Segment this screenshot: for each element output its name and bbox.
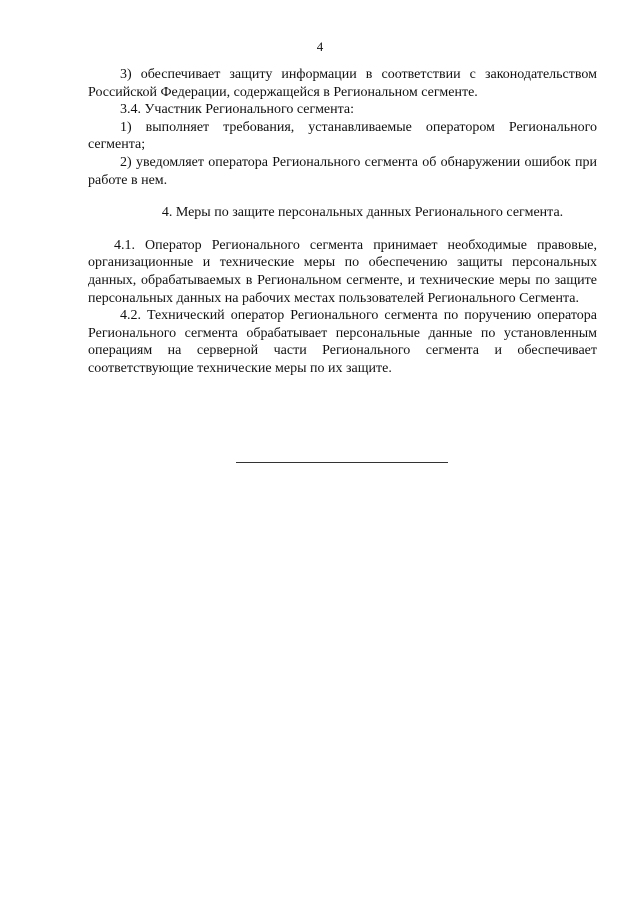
paragraph-3-4-item-1: 1) выполняет требования, устанавливаемые оператором Регионального сегмента; [88, 119, 597, 153]
section-4-heading: 4. Меры по защите персональных данных Регионального сегмента. [161, 205, 564, 221]
page-number: 4 [316, 39, 324, 54]
paragraph-3-4: 3.4. Участник Регионального сегмента: [120, 102, 355, 118]
document-body [88, 66, 597, 378]
paragraph-3-4-item-2: 2) уведомляет оператора Регионального сегмента об обнаружении ошибок при работе в нем. [88, 154, 597, 188]
paragraph-4-1: 4.1. Оператор Регионального сегмента принимает необходимые правовые, организационные и технические меры по обеспечению защиты персональных данных, обрабатываемых в Региональном сегменте, и технические меры по защите персональных данных на рабочих местах пользователей Регионального Сегмента. [88, 237, 597, 306]
paragraph-4-2: 4.2. Технический оператор Регионального сегмента по поручению оператора Регионального сегмента обрабатывает персональные данные по установленным операциям на серверной части Регионального сегмента и обеспечивает соответствующие технические меры по их защите. [88, 308, 597, 376]
spacer [88, 222, 597, 237]
spacer [88, 189, 597, 204]
end-of-document-rule [236, 462, 448, 463]
paragraph-3-3-item-3: 3) обеспечивает защиту информации в соответствии с законодательством Российской Федерации, содержащейся в Региональном сегменте. [88, 67, 597, 100]
